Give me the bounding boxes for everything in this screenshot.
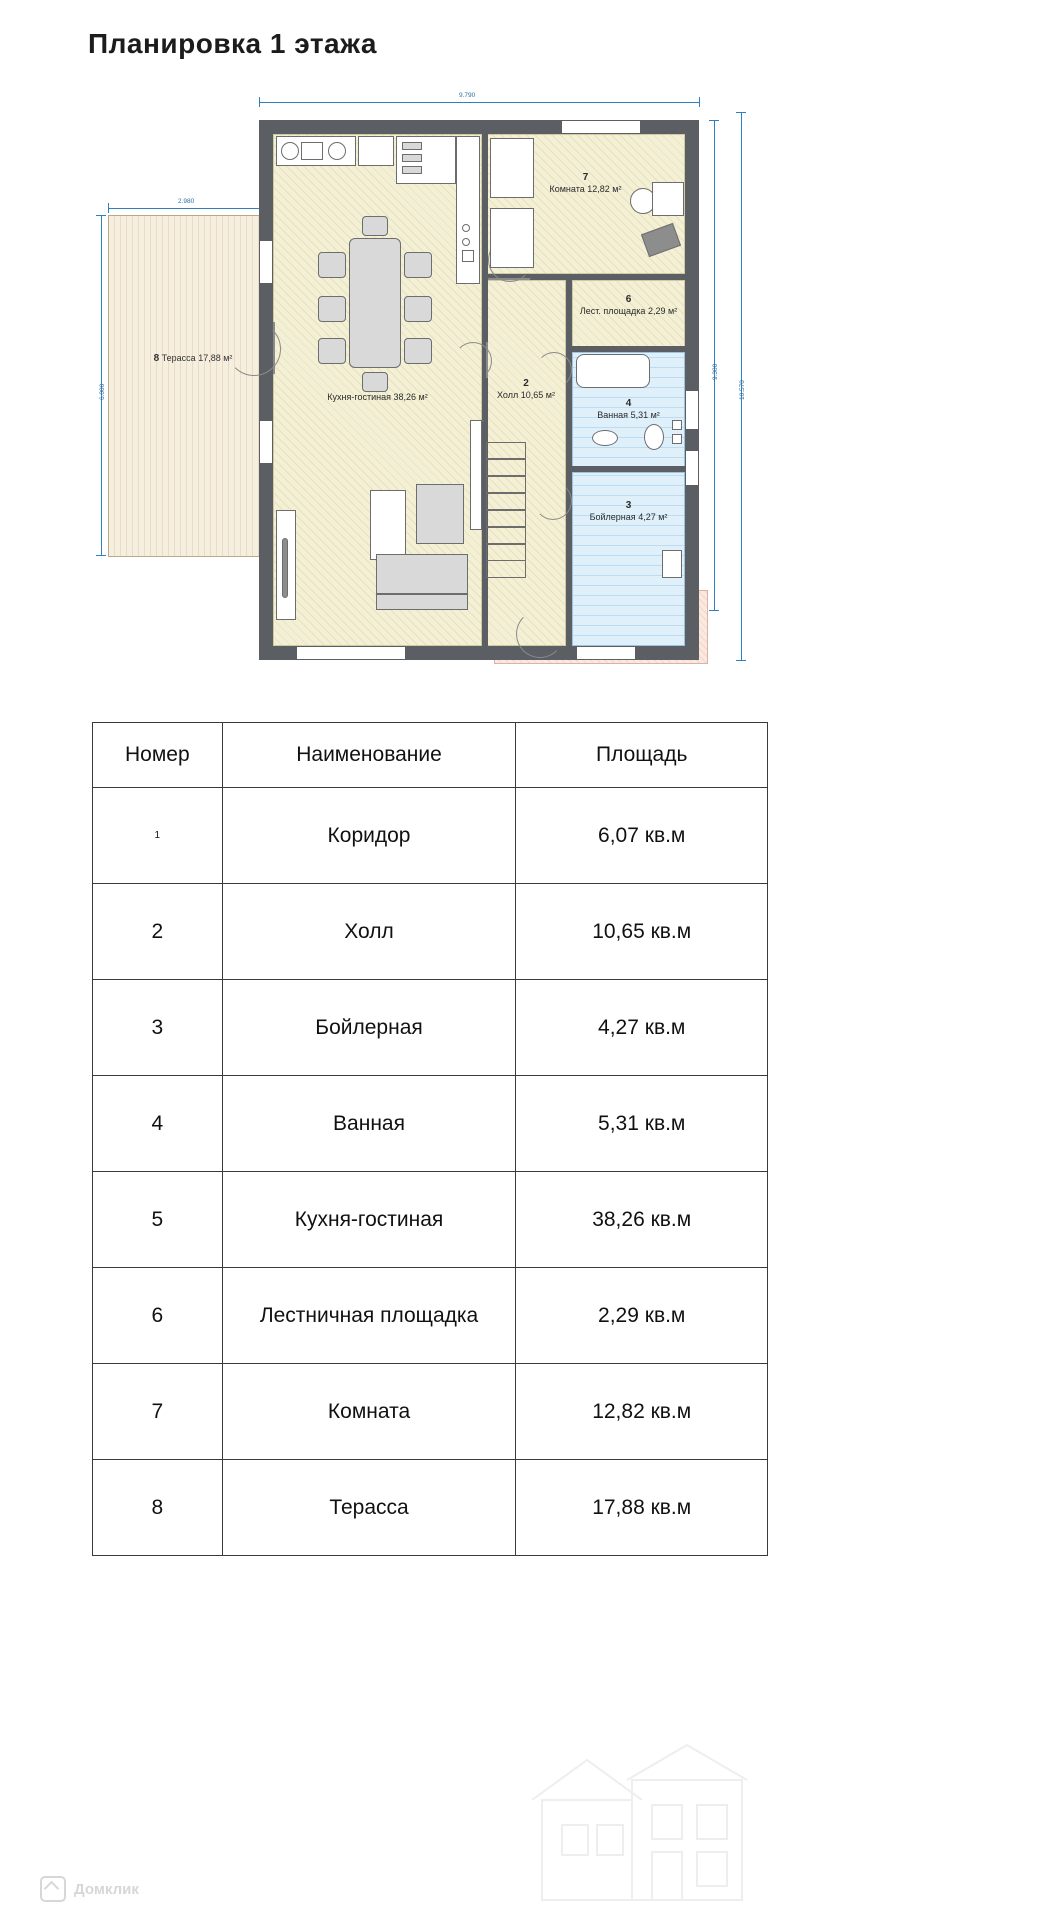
- switch-icon: [462, 250, 474, 262]
- dimension-tick: [736, 660, 746, 661]
- room-name-terrace: Терасса: [161, 353, 196, 363]
- fridge-shelf: [402, 142, 422, 150]
- room-area-bathroom: 5,31 м²: [630, 409, 660, 420]
- door-leaf-terrace: [273, 322, 275, 374]
- table-header-number: Номер: [93, 723, 223, 788]
- wardrobe-icon: [490, 138, 534, 198]
- room-name-bathroom: Ванная: [597, 409, 629, 420]
- room-name-boiler: Бойлерная: [589, 511, 636, 522]
- room-area-stair-landing: 2,29 м²: [647, 305, 678, 316]
- brand-watermark: [40, 1876, 139, 1902]
- armchair-icon: [416, 484, 464, 544]
- table-row: [93, 980, 768, 1076]
- sink-bowl-icon: [281, 142, 299, 160]
- window-left-upper: [259, 240, 273, 284]
- boiler-unit-icon: [662, 550, 682, 578]
- fridge-shelf: [402, 154, 422, 162]
- cell-name: Холл: [222, 884, 516, 980]
- knob-icon: [462, 238, 470, 246]
- table-row: [93, 1076, 768, 1172]
- chair-icon: [362, 372, 388, 392]
- hob-burner-icon: [328, 142, 346, 160]
- table-head: [93, 723, 768, 788]
- room-number-hall: 2: [523, 378, 529, 389]
- cell-name: Коридор: [222, 788, 516, 884]
- room-label-stair-landing: [572, 294, 685, 317]
- sink-drainer: [301, 142, 323, 160]
- dimension-label-right-inner: 9.300: [712, 363, 719, 380]
- window-bottom-right: [576, 646, 636, 660]
- room-area-terrace: 17,88 м²: [198, 353, 233, 363]
- dimension-label-terrace-width: 2.980: [178, 198, 195, 205]
- cell-name: Терасса: [222, 1460, 516, 1556]
- chair-icon: [318, 296, 346, 322]
- sofa-base: [376, 594, 468, 610]
- door-arc-entry: [516, 610, 564, 658]
- rooms-table: [92, 722, 768, 1556]
- room-area-hall: 10,65 м²: [520, 389, 555, 400]
- cell-number: 4: [93, 1076, 223, 1172]
- door-leaf-komnata: [488, 278, 530, 280]
- table-header-area: Площадь: [516, 723, 768, 788]
- table-row: [93, 1364, 768, 1460]
- cell-number: 5: [93, 1172, 223, 1268]
- dimension-line-terrace-width: [108, 208, 278, 209]
- table-row: [93, 1268, 768, 1364]
- chair-icon: [318, 252, 346, 278]
- chair-icon: [404, 252, 432, 278]
- room-number-terrace: 8: [153, 353, 160, 364]
- window-top: [561, 120, 641, 134]
- room-number-stair-landing: 6: [625, 294, 632, 305]
- cell-number: 2: [93, 884, 223, 980]
- cell-area: 17,88 кв.м: [516, 1460, 768, 1556]
- toilet-icon: [644, 424, 664, 450]
- chair-icon: [404, 296, 432, 322]
- chair-icon: [404, 338, 432, 364]
- watermark-text: Домклик: [74, 1880, 139, 1898]
- room-label-bathroom: [572, 398, 685, 421]
- table-row: [93, 788, 768, 884]
- chair-icon: [362, 216, 388, 236]
- bathtub-icon: [576, 354, 650, 388]
- cell-number: 8: [93, 1460, 223, 1556]
- room-area-komnata: 12,82 м²: [587, 183, 622, 194]
- dimension-label-top-width: 9.790: [459, 92, 476, 99]
- cell-area: 5,31 кв.м: [516, 1076, 768, 1172]
- wall-bath-bottom: [572, 466, 685, 472]
- desk-icon: [652, 182, 684, 216]
- cell-area: 4,27 кв.м: [516, 980, 768, 1076]
- dimension-tick: [736, 112, 746, 113]
- floor-plan: [0, 80, 1052, 700]
- dimension-tick: [709, 120, 719, 121]
- dimension-tick: [96, 215, 106, 216]
- tv-stand: [370, 490, 406, 560]
- sideboard-handle: [282, 538, 288, 598]
- table-row: [93, 1460, 768, 1556]
- knob-icon: [462, 224, 470, 232]
- stair-step: [486, 493, 526, 510]
- kitchen-unit: [358, 136, 394, 166]
- table-header-name: Наименование: [222, 723, 516, 788]
- room-name-kitchen-living: Кухня-гостиная: [327, 391, 391, 402]
- bath-accessory-icon: [672, 434, 682, 444]
- cell-name: Кухня-гостиная: [222, 1172, 516, 1268]
- window-left-lower: [259, 420, 273, 464]
- stair-step: [486, 459, 526, 476]
- cell-number: 1: [93, 788, 223, 884]
- room-name-hall: Холл: [497, 389, 519, 400]
- room-number-komnata: 7: [582, 172, 589, 183]
- cell-number: 7: [93, 1364, 223, 1460]
- room-terrace: [108, 215, 280, 557]
- stair-step: [486, 544, 526, 561]
- dimension-tick: [96, 555, 106, 556]
- dimension-label-terrace-height: 6.000: [99, 383, 106, 400]
- cell-area: 10,65 кв.м: [516, 884, 768, 980]
- wall-bath-top: [572, 346, 685, 352]
- door-arc-boiler: [534, 482, 572, 520]
- table-body: [93, 788, 768, 1556]
- room-number-bathroom: 4: [625, 398, 632, 409]
- domclick-logo-icon: [40, 1876, 66, 1902]
- stair-step: [486, 510, 526, 527]
- cell-name: Комната: [222, 1364, 516, 1460]
- stair-step: [486, 527, 526, 544]
- table-row: [93, 884, 768, 980]
- dimension-tick: [259, 97, 260, 107]
- room-name-komnata: Комната: [549, 183, 585, 194]
- dimension-line-top: [259, 102, 699, 103]
- chair-icon: [318, 338, 346, 364]
- room-area-boiler: 4,27 м²: [638, 511, 668, 522]
- stair-step: [486, 442, 526, 459]
- cell-number: 3: [93, 980, 223, 1076]
- dimension-label-right-outer: 10.570: [739, 380, 746, 400]
- cell-area: 6,07 кв.м: [516, 788, 768, 884]
- dining-table: [349, 238, 401, 368]
- shelving-unit: [470, 420, 482, 530]
- fridge-shelf: [402, 166, 422, 174]
- cell-area: 2,29 кв.м: [516, 1268, 768, 1364]
- cell-name: Бойлерная: [222, 980, 516, 1076]
- wall-vertical-right: [566, 280, 572, 646]
- page-title: Планировка 1 этажа: [88, 28, 377, 59]
- sofa-icon: [376, 554, 468, 594]
- room-area-kitchen-living: 38,26 м²: [393, 391, 428, 402]
- cell-number: 6: [93, 1268, 223, 1364]
- floor-plan-canvas: [96, 90, 776, 690]
- cell-area: 38,26 кв.м: [516, 1172, 768, 1268]
- window-right-lower: [685, 450, 699, 486]
- door-arc-bathroom: [536, 352, 572, 388]
- house-watermark-icon: [502, 1740, 802, 1920]
- washbasin-icon: [592, 430, 618, 446]
- dimension-tick: [699, 97, 700, 107]
- door-leaf-hall: [486, 342, 488, 378]
- window-right-upper: [685, 390, 699, 430]
- window-bottom-left: [296, 646, 406, 660]
- room-label-boiler: [572, 500, 685, 523]
- table-row: [93, 1172, 768, 1268]
- stair-step: [486, 476, 526, 493]
- room-number-boiler: 3: [625, 500, 632, 511]
- room-name-stair-landing: Лест. площадка: [579, 305, 646, 316]
- stair-marker: [482, 420, 484, 422]
- bed-icon: [490, 208, 534, 268]
- cell-area: 12,82 кв.м: [516, 1364, 768, 1460]
- bath-accessory-icon: [672, 420, 682, 430]
- cell-name: Ванная: [222, 1076, 516, 1172]
- dimension-tick: [709, 610, 719, 611]
- table-header-row: [93, 723, 768, 788]
- cell-name: Лестничная площадка: [222, 1268, 516, 1364]
- dimension-tick: [108, 203, 109, 213]
